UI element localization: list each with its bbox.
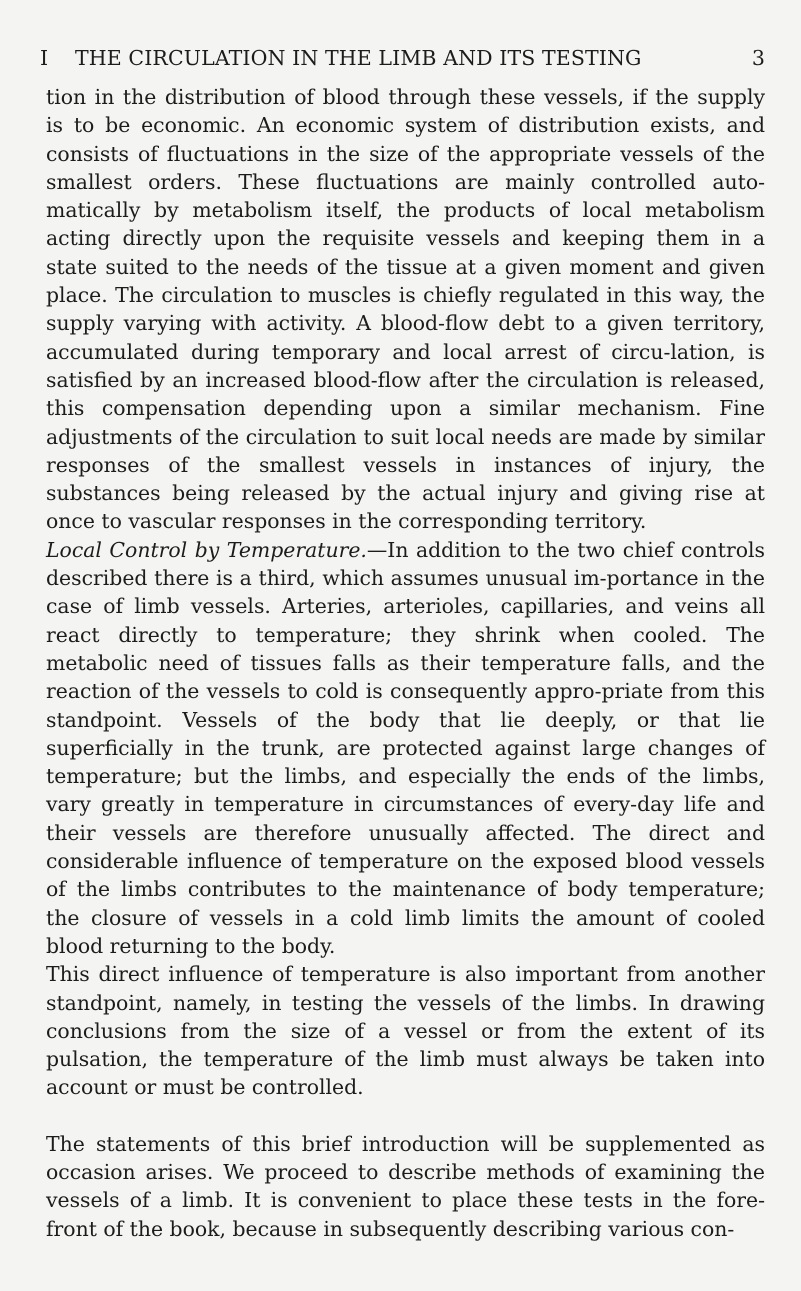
paragraph-3: This direct influence of temperature is also important from another standpoint, namely, in testing the vessels of the limbs. In drawing conclusions from the size of a vessel or from the extent of its pulsation, the temperature of the limb must always be taken into account or must be controlled. [46,962,765,1100]
paragraph-1: tion in the distribution of blood through these vessels, if the supply is to be economic. An economic system of distribution exists, and consists of fluctuations in the size of the appropriate vessels of the smallest orders. These fluctuations are mainly controlled auto-matically by metabolism itself, the products of local metabolism acting directly upon the requisite vessels and keeping them in a state suited to the needs of the tissue at a given moment and given place. The circulation to muscles is chiefly regulated in this way, the supply varying with activity. A blood-flow debt to a given territory, accumulated during temporary and local arrest of circu-lation, is satisfied by an increased blood-flow after the circulation is released, this compensation depending upon a similar mechanism. Fine adjustments of the circulation to suit local needs are made by similar responses of the smallest vessels in instances of injury, the substances being released by the actual injury and giving rise at once to vascular responses in the corresponding territory. [46,85,765,534]
body-text [46,83,765,1243]
page-number: 3 [751,46,765,70]
paragraph-gap [46,1102,765,1130]
running-title: THE CIRCULATION IN THE LIMB AND ITS TESTING [75,46,642,70]
paragraph-2 [46,536,765,960]
running-head [40,43,765,73]
section-heading-local-control: Local Control by Temperature. [46,537,367,562]
paragraph-4: The statements of this brief introduction will be supplemented as occasion arises. We proceed to describe methods of examining the vessels of a limb. It is convenient to place these tests in the fore-front of the book, because in subsequently describing various con- [46,1131,765,1241]
paragraph-2-text: —In addition to the two chief controls described there is a third, which assumes unusual im-portance in the case of limb vessels. Arteries, arterioles, capillaries, and veins all react directly to temperature; they shrink when cooled. The metabolic need of tissues falls as their temperature falls, and the reaction of the vessels to cold is consequently appro-priate from this standpoint. Vessels of the body that lie deeply, or that lie superficially in the trunk, are protected against large changes of temperature; but the limbs, and especially the ends of the limbs, vary greatly in temperature in circumstances of every-day life and their vessels are therefore unusually affected. The direct and considerable influence of temperature on the exposed blood vessels of the limbs contributes to the maintenance of body temperature; the closure of vessels in a cold limb limits the amount of cooled blood returning to the body. [46,537,765,958]
chapter-numeral: I [40,46,49,70]
